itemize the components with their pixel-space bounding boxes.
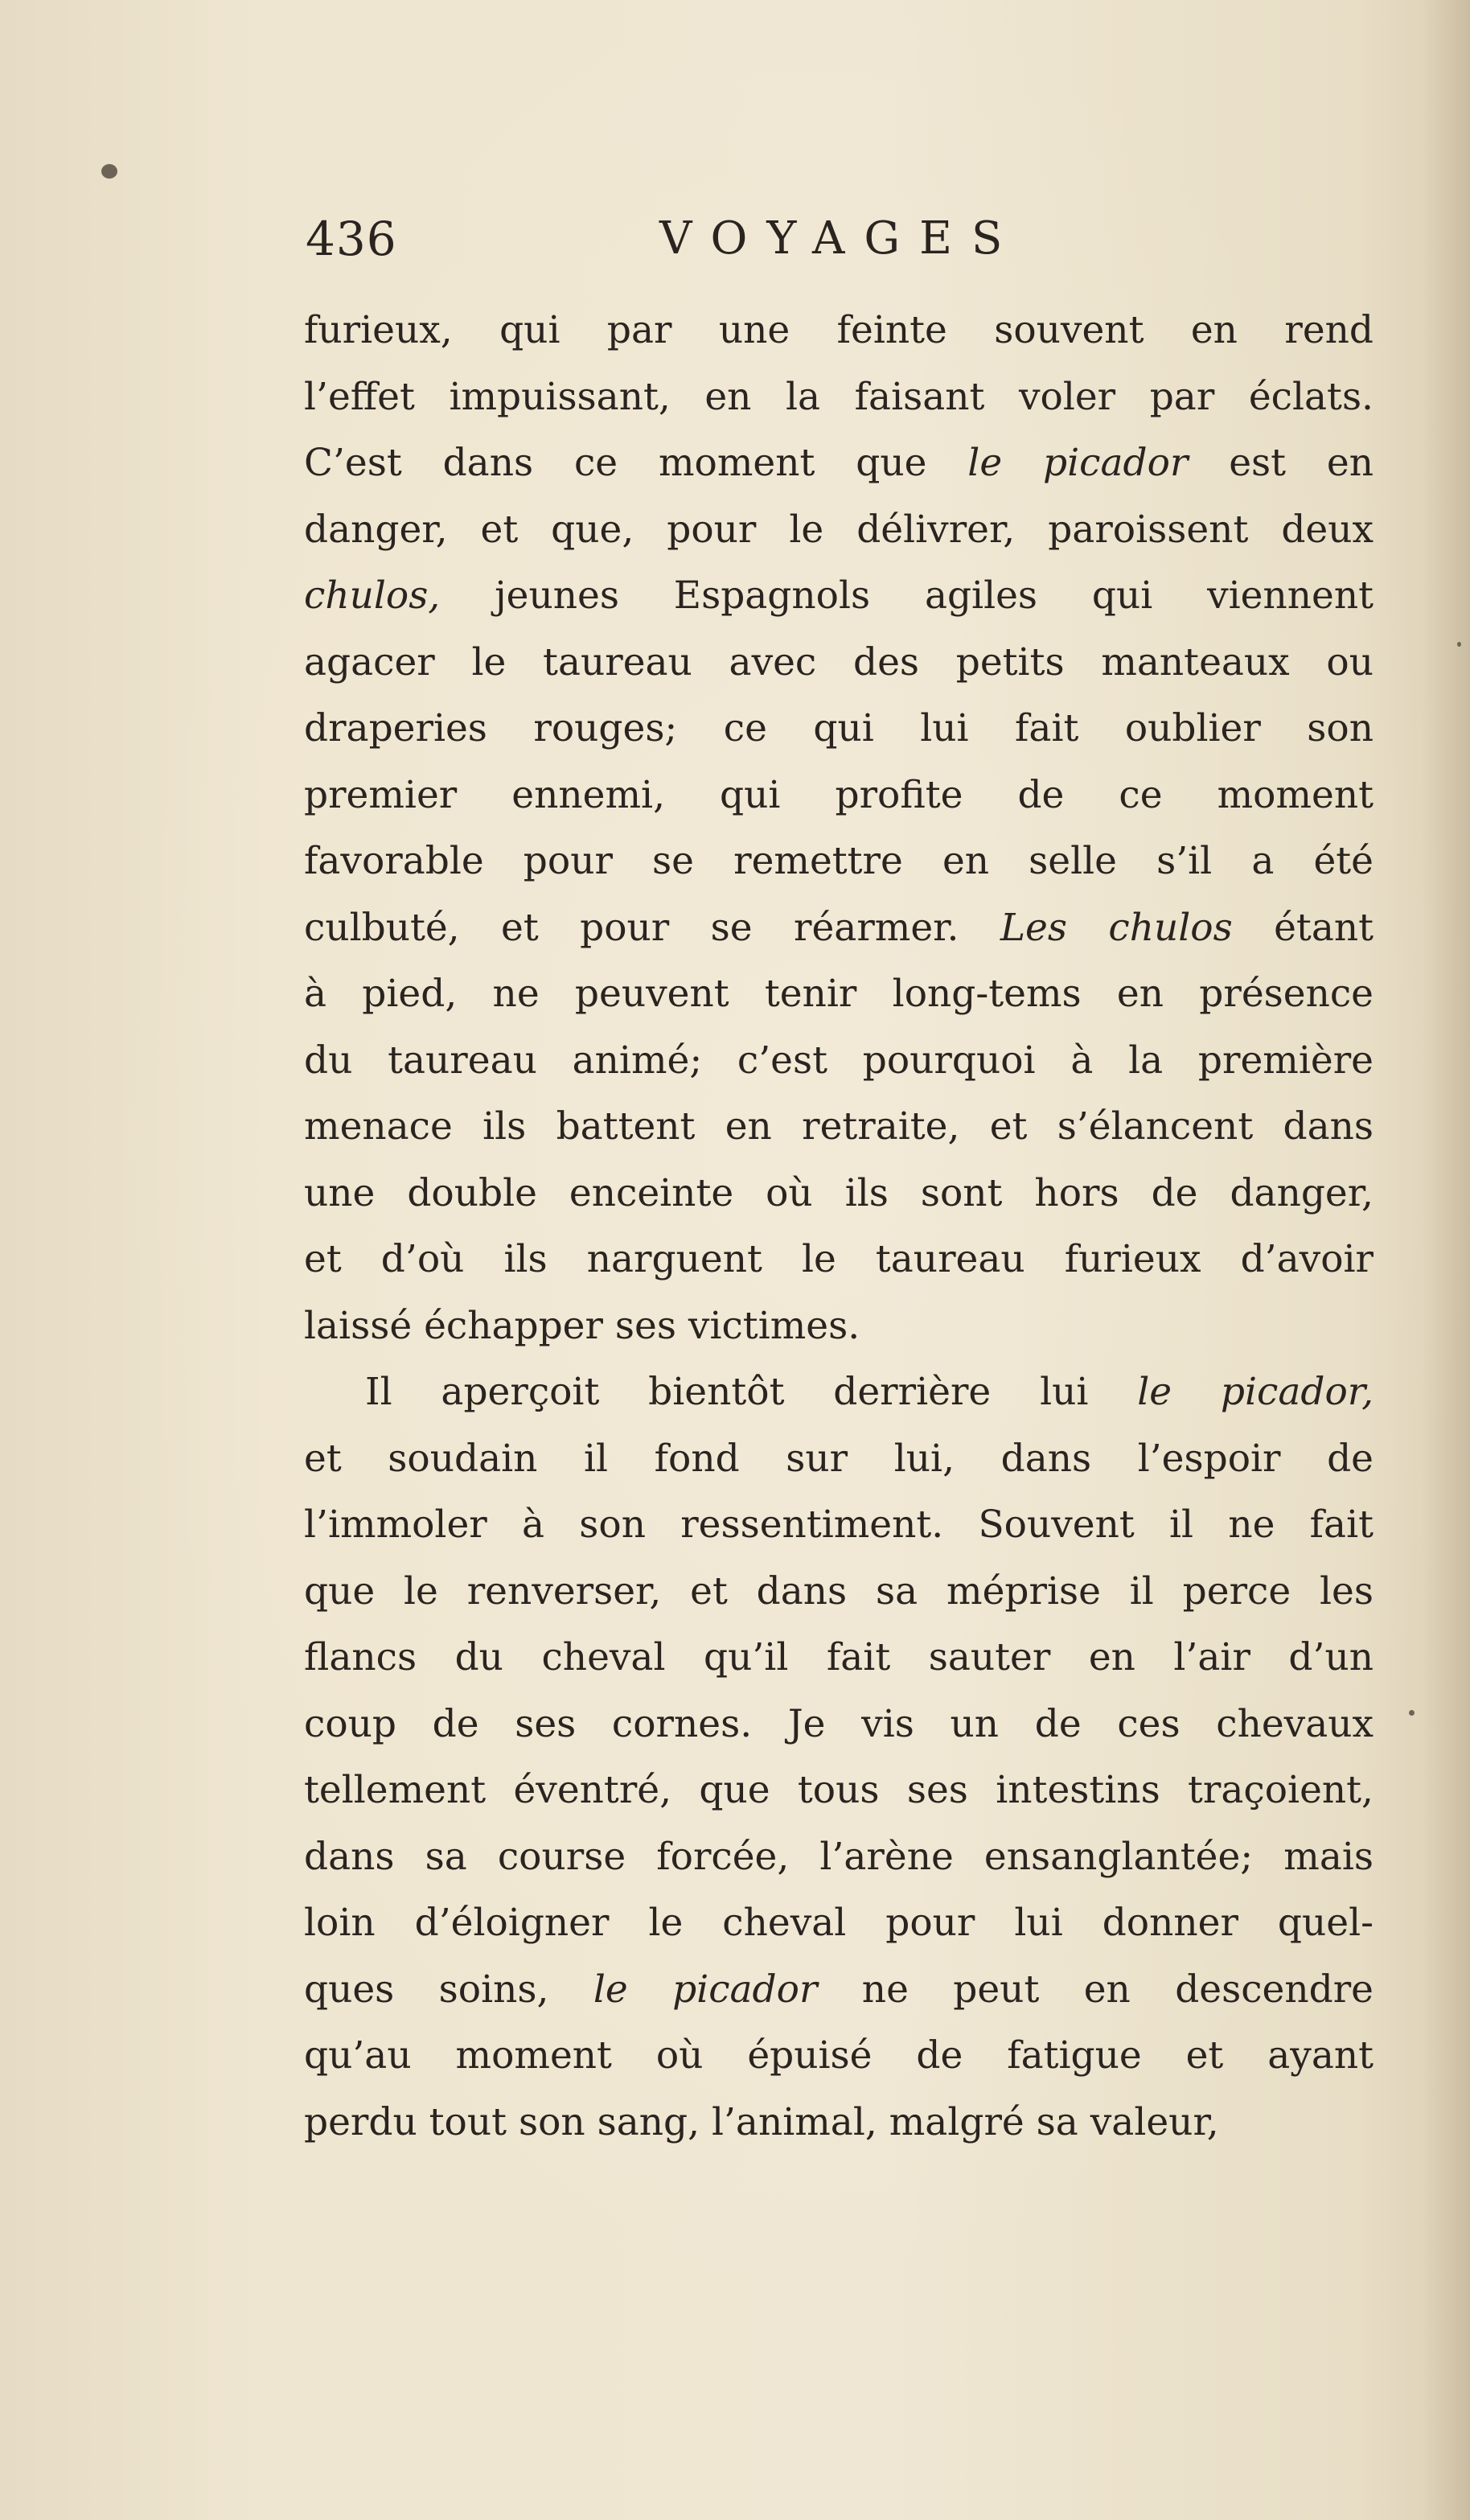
- text-segment: perdu tout son sang, l’animal, malgré sa valeur,: [304, 2099, 1219, 2144]
- text-segment: agacer le taureau avec des petits manteaux ou: [304, 639, 1374, 684]
- page-number: 436: [306, 212, 397, 266]
- text-segment: loin d’éloigner le cheval pour lui donner quel-: [304, 1901, 1374, 1945]
- running-title: VOYAGES: [659, 212, 1022, 265]
- text-line: [304, 1559, 1374, 1626]
- page-edge-shadow: [1422, 0, 1470, 2520]
- italic-text: le picador: [967, 441, 1189, 485]
- text-segment: laissé échapper ses victimes.: [304, 1303, 860, 1348]
- page-header: [306, 211, 1078, 267]
- text-segment: danger, et que, pour le délivrer, paroissent deux: [304, 507, 1374, 552]
- text-segment: coup de ses cornes. Je vis un de ces chevaux: [304, 1701, 1374, 1746]
- text-line: [304, 1161, 1374, 1227]
- text-line: [304, 696, 1374, 763]
- text-segment: et d’où ils narguent le taureau furieux d’avoir: [304, 1237, 1374, 1281]
- text-segment: furieux, qui par une feinte souvent en rend: [304, 308, 1374, 352]
- text-line: [304, 563, 1374, 630]
- text-segment: et soudain il fond sur lui, dans l’espoir de: [304, 1436, 1374, 1481]
- text-line: [304, 1957, 1374, 2024]
- text-segment: jeunes Espagnols agiles qui viennent: [440, 573, 1374, 618]
- text-segment: une double enceinte où ils sont hors de danger,: [304, 1170, 1374, 1215]
- text-segment: C’est dans ce moment que: [304, 441, 968, 485]
- body-text: [304, 298, 1374, 2156]
- text-line: [304, 497, 1374, 564]
- italic-text: Les chulos: [1000, 905, 1233, 950]
- text-segment: du taureau animé; c’est pourquoi à la première: [304, 1038, 1374, 1083]
- text-segment: ne peut en descendre: [817, 1967, 1374, 2012]
- text-line: [304, 1426, 1374, 1493]
- text-line: [304, 1293, 1374, 1360]
- text-line: [304, 895, 1374, 962]
- text-line: [304, 364, 1374, 431]
- text-line: [304, 2023, 1374, 2090]
- text-segment: l’effet impuissant, en la faisant voler par éclats.: [304, 374, 1374, 419]
- text-line: [304, 1824, 1374, 1891]
- text-line: [304, 430, 1374, 497]
- text-line: [304, 1757, 1374, 1824]
- text-segment: est en: [1188, 441, 1374, 485]
- text-segment: ques soins,: [304, 1967, 593, 2012]
- text-segment: premier ennemi, qui profite de ce moment: [304, 772, 1374, 817]
- text-segment: favorable pour se remettre en selle s’il a été: [304, 839, 1374, 883]
- text-line: [304, 1359, 1374, 1426]
- text-line: [304, 1028, 1374, 1095]
- text-line: [304, 828, 1374, 895]
- text-segment: menace ils battent en retraite, et s’élancent dans: [304, 1104, 1374, 1149]
- text-segment: l’immoler à son ressentiment. Souvent il ne fait: [304, 1503, 1374, 1547]
- text-line: [304, 1492, 1374, 1559]
- text-segment: flancs du cheval qu’il fait sauter en l’air d’un: [304, 1635, 1374, 1679]
- text-segment: à pied, ne peuvent tenir long-tems en présence: [304, 972, 1374, 1016]
- text-segment: draperies rouges; ce qui lui fait oublier son: [304, 706, 1374, 750]
- text-segment: étant: [1232, 905, 1374, 950]
- text-segment: qu’au moment où épuisé de fatigue et ayant: [304, 2033, 1374, 2078]
- italic-text: le picador,: [1137, 1370, 1374, 1414]
- text-line: [304, 1227, 1374, 1293]
- text-line: [304, 630, 1374, 697]
- text-segment: dans sa course forcée, l’arène ensanglantée; mais: [304, 1834, 1374, 1879]
- text-line: [304, 1625, 1374, 1692]
- ink-stain: [101, 164, 117, 179]
- text-line: [304, 1692, 1374, 1758]
- text-segment: que le renverser, et dans sa méprise il perce les: [304, 1568, 1374, 1614]
- text-line: [304, 763, 1374, 829]
- text-segment: tellement éventré, que tous ses intestins traçoient,: [304, 1768, 1374, 1812]
- italic-text: le picador: [593, 1967, 818, 2012]
- text-segment: culbuté, et pour se réarmer.: [304, 905, 1000, 950]
- text-segment: Il aperçoit bientôt derrière lui: [365, 1370, 1138, 1414]
- ink-stain: [1409, 1710, 1415, 1716]
- italic-text: chulos,: [304, 573, 441, 618]
- text-line: [304, 2090, 1374, 2156]
- text-line: [304, 298, 1374, 364]
- text-line: [304, 1890, 1374, 1957]
- text-line: [304, 1094, 1374, 1161]
- ink-stain: [1457, 642, 1461, 647]
- text-line: [304, 961, 1374, 1028]
